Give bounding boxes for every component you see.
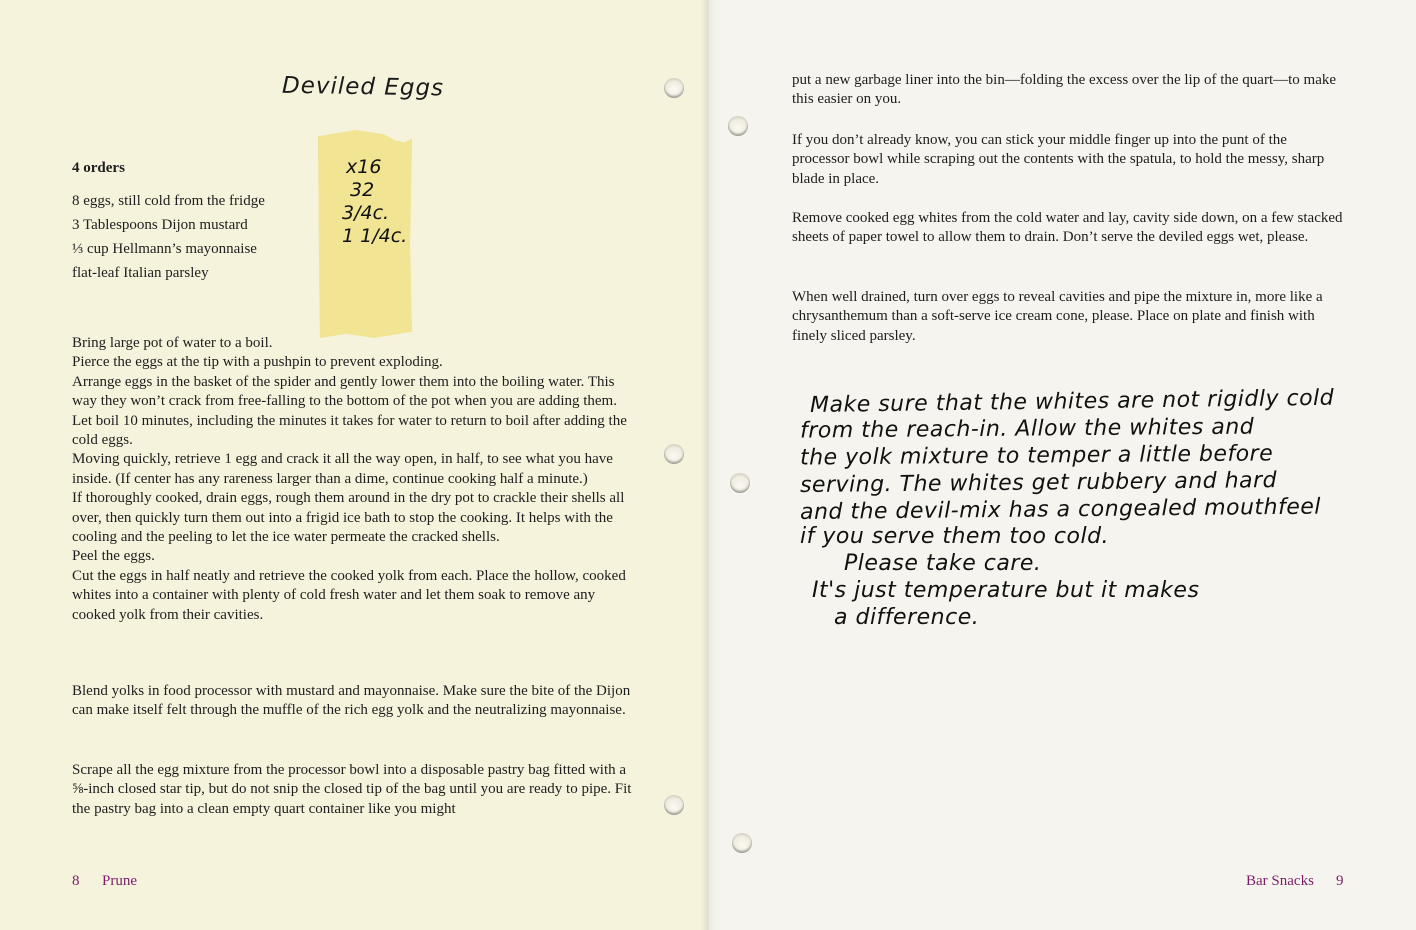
left-page-number: 8 bbox=[72, 873, 80, 889]
handwritten-line: from the reach-in. Allow the whites and bbox=[799, 414, 1255, 444]
recipe-title: Deviled Eggs bbox=[281, 72, 445, 102]
right-running-head: Bar Snacks bbox=[1246, 873, 1314, 889]
ingredient-item: ⅓ cup Hellmann’s mayonnaise bbox=[72, 241, 257, 257]
tape-note-line: x16 bbox=[346, 156, 382, 178]
method-step: Bring large pot of water to a boil. bbox=[72, 335, 273, 351]
recipe-yield: 4 orders bbox=[72, 160, 125, 176]
processor-tip-paragraph: If you don’t already know, you can stick your middle finger up into the punt of the processor bowl while scraping out the contents with the spatula, to hold the messy, sharp blade in place. bbox=[792, 132, 1325, 187]
blend-paragraph: Blend yolks in food processor with mustard and mayonnaise. Make sure the bite of the Dijon can make itself felt through the muffle of the rich egg yolk and the neutralizing mayonnaise. bbox=[72, 683, 631, 719]
tape-note-line: 3/4c. bbox=[342, 202, 390, 224]
scrape-paragraph: Scrape all the egg mixture from the processor bowl into a disposable pastry bag fitted with a ⅝-inch closed star tip, but do not snip the closed tip of the bag until you are ready to pipe. Fit the pastry bag into a clean empty quart container like you might bbox=[72, 762, 632, 817]
punch-hole bbox=[664, 795, 684, 815]
ingredient-item: 8 eggs, still cold from the fridge bbox=[72, 193, 265, 209]
tape-handwritten-multipliers bbox=[338, 156, 408, 248]
handwritten-line: Make sure that the whites are not rigidly cold bbox=[809, 385, 1335, 418]
handwritten-line: Please take care. bbox=[844, 551, 1042, 576]
handwritten-line: It's just temperature but it makes bbox=[812, 578, 1200, 603]
handwritten-line: and the devil-mix has a congealed mouthfeel bbox=[799, 494, 1322, 526]
method-step: Arrange eggs in the basket of the spider and gently lower them into the boiling water. This way they won’t crack from free-falling to the bottom of the pot when you are adding them. bbox=[72, 373, 617, 410]
continued-paragraph: put a new garbage liner into the bin—folding the excess over the lip of the quart—to make this easier on you. bbox=[792, 72, 1337, 108]
punch-hole bbox=[728, 116, 748, 136]
method-step: Cut the eggs in half neatly and retrieve the cooked yolk from each. Place the hollow, cooked whites into a container with plenty of cold fresh water and let them soak to remove any cooked yolk from their cavities. bbox=[72, 567, 626, 623]
method-step: Moving quickly, retrieve 1 egg and crack it all the way open, in half, to see what you have inside. (If center has any rareness larger than a dime, continue cooking half a minute.) bbox=[72, 451, 613, 487]
ingredient-item: flat-leaf Italian parsley bbox=[72, 265, 209, 281]
punch-hole bbox=[664, 444, 684, 464]
method-steps bbox=[72, 334, 632, 625]
handwritten-line: serving. The whites get rubbery and hard bbox=[799, 468, 1278, 499]
pipe-paragraph: When well drained, turn over eggs to reveal cavities and pipe the mixture in, more like a chrysanthemum than a soft-serve ice cream cone, please. Place on plate and finish with finely sliced parsley. bbox=[792, 289, 1323, 344]
ingredient-item: 3 Tablespoons Dijon mustard bbox=[72, 217, 248, 233]
handwritten-line: the yolk mixture to temper a little before bbox=[799, 441, 1274, 471]
punch-hole bbox=[664, 78, 684, 98]
ingredient-list bbox=[72, 189, 265, 285]
tape-note-line: 1 1/4c. bbox=[342, 225, 408, 247]
drain-paragraph: Remove cooked egg whites from the cold water and lay, cavity side down, on a few stacked sheets of paper towel to allow them to drain. Don’t serve the deviled eggs wet, please. bbox=[792, 210, 1343, 246]
left-running-head: Prune bbox=[102, 873, 137, 889]
book-gutter bbox=[700, 0, 716, 930]
method-step: Pierce the eggs at the tip with a pushpin to prevent exploding. bbox=[72, 354, 443, 371]
punch-hole bbox=[732, 833, 752, 853]
handwritten-line: a difference. bbox=[834, 605, 980, 630]
method-step: If thoroughly cooked, drain eggs, rough them around in the dry pot to crackle their shells all over, then quickly turn them out into a frigid ice bath to stop the cooking. It helps with the cooling and the peeling to let the ice water permeate the cracked shells. bbox=[72, 490, 625, 546]
handwritten-line: if you serve them too cold. bbox=[800, 524, 1110, 549]
handwritten-note bbox=[799, 385, 1380, 631]
punch-hole bbox=[730, 473, 750, 493]
method-step: Peel the eggs. bbox=[72, 548, 155, 565]
tape-note-line: 32 bbox=[350, 179, 375, 201]
right-page-number: 9 bbox=[1336, 873, 1344, 889]
method-step: Let boil 10 minutes, including the minutes it takes for water to return to boil after adding the cold eggs. bbox=[72, 412, 627, 449]
